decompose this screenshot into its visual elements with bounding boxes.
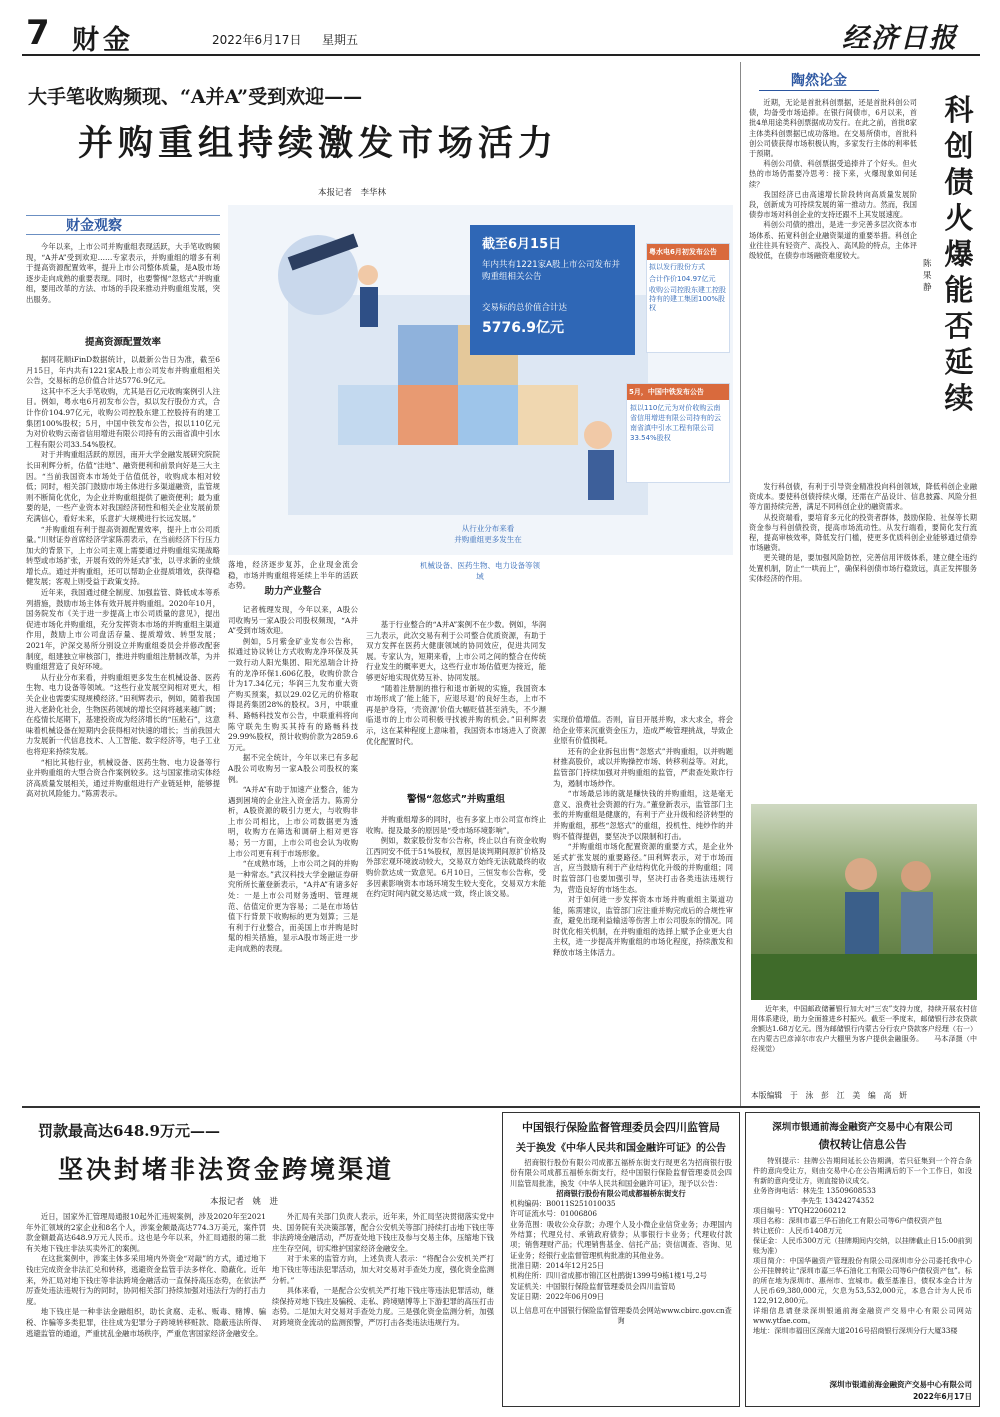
- paragraph: “市场最忌讳的就是赚快钱的并购重组，这是毫无意义、浪费社会资源的行为。”董登新表示，监管部门主张的并购重组是健康的，有利于产业升级和经济转型的并购重组，那些“忽悠式”的重组，投机性、纯炒作的并购不值得提倡，要坚决予以限制和打击。: [553, 789, 733, 841]
- notice-field: 项目编号：YTQH22060212: [753, 1206, 846, 1215]
- article2-byline: 本报记者 姚 进: [210, 1197, 279, 1207]
- paragraph: “并购重组有利于提高资源配置效率，提升上市公司质量。”川财证券首席经济学家陈雳表示，在当前经济下行压力加大的背景下，上市公司主观上需要通过并购重组实现战略转型或市场扩张，开展有效的外延式扩张，以寻求新的业绩增长点。通过并购重组，还可以帮助企业提质增效，获得稳健发展；客观上则受益于政策支持。: [26, 524, 220, 587]
- notice-title: 债权转让信息公告: [818, 1138, 907, 1151]
- news-photo: [751, 804, 977, 1000]
- paragraph: “并购重组市场化配置资源的重要方式，是企业外延式扩张发展的重要路径。”田利辉表示，对于市场而言，应当鼓励有利于产业结构优化升级的并购重组；同时监管部门也要加强引导，坚决打击各类违法违规行为，营造良好的市场生态。: [553, 842, 733, 894]
- paragraph: 据同花顺iFinD数据统计，以最新公告日为准，截至6月15日，年内共有1221家A股上市公司发布并购重组相关公告，交易标的总价值合计达5776.9亿元。: [26, 355, 220, 386]
- article1-lead: [26, 242, 220, 332]
- paragraph: 从投资端看，要培育多元化的投资者群体，鼓励保险、社保等长期资金参与科创债投资，提高市场流动性。从发行端看，要简化发行流程，提高审核效率，降低发行门槛，使更多优质科创企业能够通过债券市场融资。: [749, 512, 977, 553]
- paragraph: 更关键的是，要加强风险防控，完善信用评级体系，建立健全违约处置机制，防止“一哄而上”，确保科创债市场行稳致远，真正发挥服务实体经济的作用。: [749, 553, 977, 583]
- paragraph: 近年来，我国通过健全制度、加强监管、降低成本等系列措施，鼓励市场主体有效开展并购重组。2020年10月，国务院发布《关于进一步提高上市公司质量的意见》，提出促进市场化并购重组，充分发挥资本市场的并购重组主渠道作用，鼓励上市公司盘活存量、提质增效、转型发展；2021年，沪深交易所分别设立并购重组委员会并修改配套制度，组建独立审核部门，推进并购重组注册制改革，为并购重组营造了良好环境。: [26, 588, 220, 672]
- announcement-line: 合计作价104.97亿元: [649, 275, 716, 283]
- subhead-industry: 助力产业整合: [264, 586, 322, 597]
- subhead-resource: 提高资源配置效率: [84, 337, 161, 348]
- notice-field: 地址：深圳市福田区深南大道2016号招商银行深圳分行大厦33楼: [753, 1326, 958, 1335]
- paragraph: “A并A”有助于加速产业整合，能为遇到困境的企业注入资金活力。陈雳分析，A股资源的吸引力更大，与收购非上市公司相比，上市公司数据更为透明，收购方在筛选和调研上相对更容易；另一方面，上市公司也会认为收购上市公司更有利于市场形象。: [228, 785, 358, 858]
- opinion-column: [740, 62, 980, 1108]
- notice-intro: 招商银行股份有限公司成都五福桥东街支行现更名为招商银行股份有限公司成都五福桥东街支行，经中国银行保险监督管理委员会四川监管局批准，换发《中华人民共和国金融许可证》，现予以公告：: [510, 1158, 732, 1188]
- notice-issuer: 中国银行保险监督管理委员会四川监管局: [522, 1121, 720, 1134]
- opinion-title: 科创债火爆能否延续: [944, 93, 974, 415]
- notice-field: 机构住所：四川省成都市锦江区杜鹃街1399号9栋1楼1号,2号: [510, 1271, 707, 1281]
- paragraph: 我国经济已由高速增长阶段转向高质量发展阶段，创新成为可持续发展的第一推动力。然而，我国债券市场对科创企业的支持还跟不上其发展速度。: [749, 189, 917, 220]
- article1-col4: [553, 715, 733, 1100]
- industry-note-line: 并购重组更多发生在: [454, 535, 522, 544]
- photo-caption: [751, 1004, 977, 1068]
- newspaper-logo: 经济日报: [842, 23, 958, 54]
- paragraph: 从行业分布来看，并购重组更多发生在机械设备、医药生物、电力设备等领域。“这些行业发展空间相对更大，相关企业也需要实现规模经济。”田利辉表示，例如，随着我国进入老龄化社会，生物医药领域的增长空间将越来越广阔；在疫情长尾期下，基建投资成为经济增长的“压舱石”，这意味着机械设备在短期内会获得相对快速的增长；当前我国大力发展新一代信息技术、人工智能、数字经济等，电子工业也将迎来持续发展。: [26, 672, 220, 756]
- paragraph: 落地，经济逐步复苏，企业现金流会稳，市场并购重组将延续上半年的活跃态势。: [228, 560, 358, 591]
- article1-col2-top: [228, 560, 358, 591]
- article2-col1: [26, 1212, 266, 1402]
- paragraph: 发行科创债，有利于引导资金精准投向科创领域，降低科创企业融资成本。要使科创债持续火爆，还需在产品设计、信息披露、风险分担等方面持续完善，满足不同科创企业的融资需求。: [749, 482, 977, 512]
- paragraph: 基于行业整合的“A并A”案例不在少数。例如，华润三九表示，此次交易有利于公司整合优质资源，有助于双方发挥在医药大健康领域的协同效应，促进共同发展。专家认为，短期来看，上市公司之间的整合在传统行业发生的概率更大，这些行业市场估值更为接近，能够更好地实现优势互补、协同发展。: [366, 620, 546, 682]
- section-name: 财金: [72, 25, 134, 56]
- paragraph: 还有的企业拆包出售“忽悠式”并购重组，以并购题材推高股价，或以并购操控市场、转移利益等。对此，监管部门持续加强对并购重组的监管，严肃查处欺诈行为，遏制市场炒作。: [553, 746, 733, 788]
- stat-item-value: 5776.9亿元: [482, 320, 565, 336]
- article1-col1: [26, 355, 220, 1100]
- notice-field: 机构编码：B0011S251010035: [510, 1199, 616, 1209]
- paragraph: 实现价值增值。否则，盲目开展并购，求大求全，将会给企业带来沉重资金压力，造成严峻管理挑战，导致企业原有价值损耗。: [553, 715, 733, 746]
- notice-field: 许可证流水号：01006806: [510, 1209, 597, 1219]
- notice-field: 业务范围：吸收公众存款；办理个人及小微企业信贷业务；办理国内外结算；代理兑付、承销政府债券；从事银行卡业务；代理收付款项；销售理财产品；代理销售基金、信托产品；资信调查、咨询、见证业务；经银行业监督管理机构批准的其他业务。: [510, 1219, 732, 1260]
- announcement-yueshuidian: [646, 243, 730, 353]
- column-tag-label: 财金观察: [66, 218, 122, 234]
- paragraph: 科创公司债的推出，是进一步完善多层次资本市场体系、拓宽科创企业融资渠道的重要举措。科创企业往往具有轻资产、高投入、高风险的特点，主体评级较低，在债券市场融资难度较大。: [749, 220, 917, 261]
- photo-caption-text: 近年来，中国邮政储蓄银行加大对“三农”支持力度，持续开展农村信用体系建设，助力全面推进乡村振兴。截至一季度末，邮储银行涉农贷款余额达1.68万亿元。图为邮储银行内蒙古分行农户贷款客户经理（右一）在内蒙古巴彦淖尔市农户大棚里为客户提供金融服务。 马本泽摄（中经视觉）: [751, 1005, 977, 1053]
- masthead: [22, 14, 980, 56]
- paragraph: 地下钱庄是一种非法金融组织，助长贪腐、走私、贩毒、赌博、骗税、诈骗等多类犯罪，往往成为犯罪分子跨境转移赃款、隐蔽违法所得、逃避监管的通道，严重扰乱金融市场秩序，严重危害国家经济金融安全。: [26, 1307, 266, 1338]
- notice-footer-org: 深圳市银通前海金融资产交易中心有限公司: [829, 1380, 972, 1389]
- announcement-line: 拟以110亿元为对价收购云南省信用增进有限公司持有的云南省滇中引水工程有限公司33.54%股权: [630, 404, 721, 442]
- notice-field: 批准日期：2014年12月25日: [510, 1260, 605, 1270]
- paragraph: 对于如何进一步发挥资本市场并购重组主渠道功能，陈雳建议，监管部门应注重并购完成后的合规性审查，避免出现利益输送等伤害上市公司股东的情况。同时优化相关机制，在并购重组的选择上赋予企业更大自主权，进一步提高并购重组的市场化程度，持续激发和释放市场主体活力。: [553, 895, 733, 958]
- notice-field: 保证金：人民币300万元（挂牌期间内交纳，以挂牌截止日15:00前到账为准）: [753, 1236, 972, 1255]
- column-tag: [26, 215, 220, 235]
- paragraph: “相比其他行业，机械设备、医药生物、电力设备等行业并购重组的大型合资合作案例较多。这与国家推动实体经济高质量发展相关，通过并购重组进行产业链延伸，能够提高对抗风险能力。”陈雳表示。: [26, 757, 220, 799]
- paragraph: 对于未来的监管方向，上述负责人表示：“将配合公安机关严打地下钱庄等违法犯罪活动，加大对交易对手查处力度，强化资金监测分析。”: [272, 1254, 494, 1285]
- notice-body: [503, 1154, 739, 1327]
- notice-cbirc-sichuan: [502, 1112, 740, 1407]
- paragraph: 外汇局有关部门负责人表示，近年来，外汇局坚决贯彻落实党中央、国务院有关决策部署，配合公安机关等部门持续打击地下钱庄等非法跨境金融活动，严厉查处地下钱庄及参与交易主体，压缩地下钱庄生存空间，切实维护国家经济金融安全。: [272, 1212, 494, 1253]
- paragraph: 并购重组增多的同时，也有多家上市公司宣布终止收购。提及最多的原因是“受市场环境影响”。: [366, 815, 546, 835]
- industry-note: [418, 523, 558, 545]
- section-divider: [22, 1106, 980, 1108]
- notice-intro: 特别提示：挂牌公告期间延长公告期满，若只征集到一个符合条件的意向受让方，则由交易中心在公告期满后的下一个工作日，如没有新的意向受让方，则直接协议成交。: [753, 1156, 972, 1185]
- notice-field: 业务咨询电话：林先生 13509608533: [753, 1186, 876, 1195]
- paragraph: 记者梳理发现，今年以来，A股公司收购另一家A股公司股权频现，“A并A”受到市场欢迎。: [228, 605, 358, 636]
- notice-field: 发证机关：中国银行保险监督管理委员会四川监管局: [510, 1281, 676, 1291]
- paragraph: 例如，5月紫金矿业发布公告称，拟通过协议转让方式收购龙净环保及其一致行动人阳光集团、阳光泓瑞合计持有的龙净环保1.606亿股，收购价款合计为17.34亿元；华润三九发布重大资产购买预案，拟以29.02亿元的价格取得昆药集团28%的股权。3月，中联重科、路畅科技发布公告，中联重科将向陈守联先生购买其持有的路畅科技29.99%股权，预计收购价款为2859.6万元。: [228, 636, 358, 752]
- paragraph: “在成熟市场，上市公司之间的并购是一种常态。”武汉科技大学金融证券研究所所长董登新表示，“A并A”有诸多好处：一是上市公司财务透明、管理规范、估值定价更为容易；二是在市场估值下行背景下收购标的更为划算；三是有利于行业整合，而美国上市并购是时髦的相关措施，显示A股市场正进一步走向成熟的表现。: [228, 859, 358, 953]
- stat-box-total: [470, 225, 635, 355]
- announcement-title: 粤水电6月初发布公告: [647, 244, 729, 260]
- notice-body: [746, 1152, 979, 1336]
- article2-kicker: 罚款最高达648.9万元——: [38, 1122, 220, 1140]
- paragraph: 例如，数家股份发布公告称，终止以自有资金收购江西同安不低于51%股权，原因是谈判期间原扩价格及外部宏观环境波动较大，交易双方始终无法就最终的收购价款达成一致意见。6月10日，三恒发布公告称，受多因素影响资本市场环境发生较大变化，交易双方未能在约定时间内就交易达成一致，终止该交易。: [366, 836, 546, 899]
- article1-byline: 本报记者 李华林: [318, 188, 387, 198]
- notice-title: 关于换发《中华人民共和国金融许可证》的公告: [516, 1143, 726, 1154]
- notice-field: 项目简介：中国华融资产管理股份有限公司深圳市分公司委托我中心公开挂牌转让“深圳市嘉三华石油化工有限公司等6户债权资产包”。标的所在地为深圳市、惠州市、宜城市。截至基准日，债权本金合计为人民币69,380,000元，欠息为53,532,000元，本息合计为人民币122,912,800元。: [753, 1256, 972, 1305]
- paragraph: 在这批案例中，涉案主体多采用境内外资金“对敲”的方式，通过地下钱庄完成资金非法汇兑和转移，逃避资金监管手法多样化、隐蔽化。近年来，外汇局对地下钱庄等非法跨境金融活动一直保持高压态势，在依法严厉查处违法违规行为的同时，协同相关部门持续加强对违法行为的打击力度。: [26, 1254, 266, 1306]
- paragraph: 这其中不乏大手笔收购，尤其是百亿元收购案例引人注目。例如，粤水电6月初发布公告，拟以发行股份方式，合计作价104.97亿元，收购公司控股东建工控股持有的建工集团100%股权；5月，中国中铁发布公告，拟以110亿元为对价收购云南省信用增进有限公司持有的云南省滇中引水工程有限公司33.54%股权。: [26, 386, 220, 449]
- notice-field: 项目名称：深圳市嘉三华石油化工有限公司等6户债权资产包: [753, 1216, 942, 1225]
- lead-paragraph: 今年以来，上市公司并购重组表现活跃，大手笔收购频现，“A并A”受到欢迎……专家表示，并购重组的增多有利于提高资源配置效率，提升上市公司整体质量，是A股市场逐步走向成熟的重要表现。同时，也要警惕“忽悠式”并购重组，要用改革的方法、市场的手段来推动并购重组发展，突出服务。: [26, 242, 220, 304]
- stat-item: 年内共有1221家A股上市公司发布并购重组相关公告: [482, 260, 620, 282]
- industry-note-sectors: 机械设备、医药生物、电力设备等领域: [420, 561, 540, 581]
- infographic: [228, 205, 733, 555]
- notice-footer: 以上信息可在中国银行保险监督管理委员会网站www.cbirc.gov.cn查询: [510, 1306, 732, 1326]
- paragraph: 科创公司债、科创票据受追捧并了个好头。但火热的市场仍需要冷思考：接下来，火爆现象如何延续？: [749, 159, 917, 189]
- article1-kicker: 大手笔收购频现、“A并A”受到欢迎——: [28, 86, 363, 108]
- notice-bank-name: 招商银行股份有限公司成都福桥东街支行: [556, 1188, 686, 1198]
- article1-title: 并购重组持续激发市场活力: [78, 124, 559, 164]
- announcement-title: 5月，中国中铁发布公告: [627, 384, 729, 400]
- page-number: 7: [26, 13, 50, 53]
- notice-field: 李先生 13424274352: [801, 1196, 875, 1205]
- notice-debt-transfer: [745, 1112, 980, 1407]
- paragraph: 对于并购重组活跃的原因，南开大学金融发展研究院院长田利辉分析，估值“洼地”、融资便利和前景向好是三大主因。“当前我国资本市场处于估值低谷，收购成本相对较低；同时，相关部门鼓励市场主体进行多渠道融资，监管规则不断简化优化，为企业并购重组提供了融资便利；最为重要的是，一些产业资本对我国经济韧性和相关企业发展前景充满信心，看好未来，乐意扩大规模进行长远发展。”: [26, 450, 220, 523]
- paragraph: 近日，国家外汇管理局通报10起外汇违规案例，涉及2020年至2021年外汇领域的2家企业和8名个人，涉案金额最高达774.3万美元，案件罚款金额最高达648.9万元人民币。这也是今年以来，外汇局通报的第二批有关地下钱庄非法买卖外汇的案例。: [26, 1212, 266, 1253]
- article2-col2: [272, 1212, 494, 1402]
- paragraph: 具体来看，一是配合公安机关严打地下钱庄等违法犯罪活动，继续保持对地下钱庄及骗税、走私、跨境赌博等上下游犯罪的高压打击态势。二是加大对交易对手查处力度。三是强化资金监测分析，加强对跨境资金流动的监测预警，严厉打击各类违法违规行为。: [272, 1286, 494, 1327]
- paragraph: 近期，无论是首批科创票据，还是首批科创公司债，均备受市场追捧。在银行间债市，6月以来，首批4单用途类科创票据成功发行。在此之前，首批8家主体类科创票据已成功落地。在交易所债市，首批科创公司债获得市场积极认购，多家发行主体的利率低于预期。: [749, 98, 917, 159]
- article2-title: 坚决封堵非法资金跨境渠道: [58, 1155, 395, 1184]
- announcement-line: 拟以发行股份方式: [649, 263, 705, 271]
- issue-weekday: 星期五: [322, 33, 359, 47]
- stat-item-label: 交易标的总价值合计达: [482, 303, 568, 313]
- industry-note-line: 从行业分布来看: [461, 524, 515, 533]
- article1-col3: [366, 620, 546, 790]
- notice-field: 详细信息请登录深圳银通前海金融资产交易中心有限公司网站www.ytfae.com。: [753, 1306, 972, 1325]
- paragraph: “随着注册制的推行和退市新规的实施，我国资本市场形成了‘能上能下，应退尽退’的良好生态，上市不再是护身符，‘壳资源’价值大幅贬值甚至消失，不少濒临退市的上市公司积极寻找被并购的机会。”田利辉表示，这在某种程度上意味着，我国资本市场进入了资源优化配置时代。: [366, 683, 546, 746]
- photo-greenhouse-illustration: [751, 804, 977, 1000]
- stat-box-title: 截至6月15日: [482, 237, 562, 252]
- subhead-warning: 警惕“忽悠式”并购重组: [407, 794, 505, 805]
- notice-footer-date: 2022年6月17日: [912, 1392, 972, 1401]
- article1-col2: [228, 605, 358, 1100]
- notice-field: 发证日期：2022年06月09日: [510, 1291, 605, 1301]
- notice-field: 转让底价：人民币1408万元: [753, 1226, 842, 1235]
- notice-issuer: 深圳市银通前海金融资产交易中心有限公司: [772, 1122, 953, 1133]
- article1-col3b: [366, 815, 546, 1100]
- opinion-body-b: [749, 482, 977, 782]
- page-editors: 本版编辑 于 泳 彭 江 美 编 高 妍: [751, 1091, 907, 1100]
- opinion-author: 陈果静: [923, 259, 932, 293]
- opinion-column-name: 陶然论金: [759, 70, 879, 91]
- announcement-crec: [626, 383, 730, 483]
- opinion-body-a: [749, 98, 917, 478]
- paragraph: 据不完全统计，今年以来已有多起A股公司收购另一家A股公司股权的案例。: [228, 753, 358, 784]
- issue-date: 2022年6月17日: [212, 33, 302, 47]
- announcement-line: 收购公司控股东建工控股持有的建工集团100%股权: [649, 286, 726, 312]
